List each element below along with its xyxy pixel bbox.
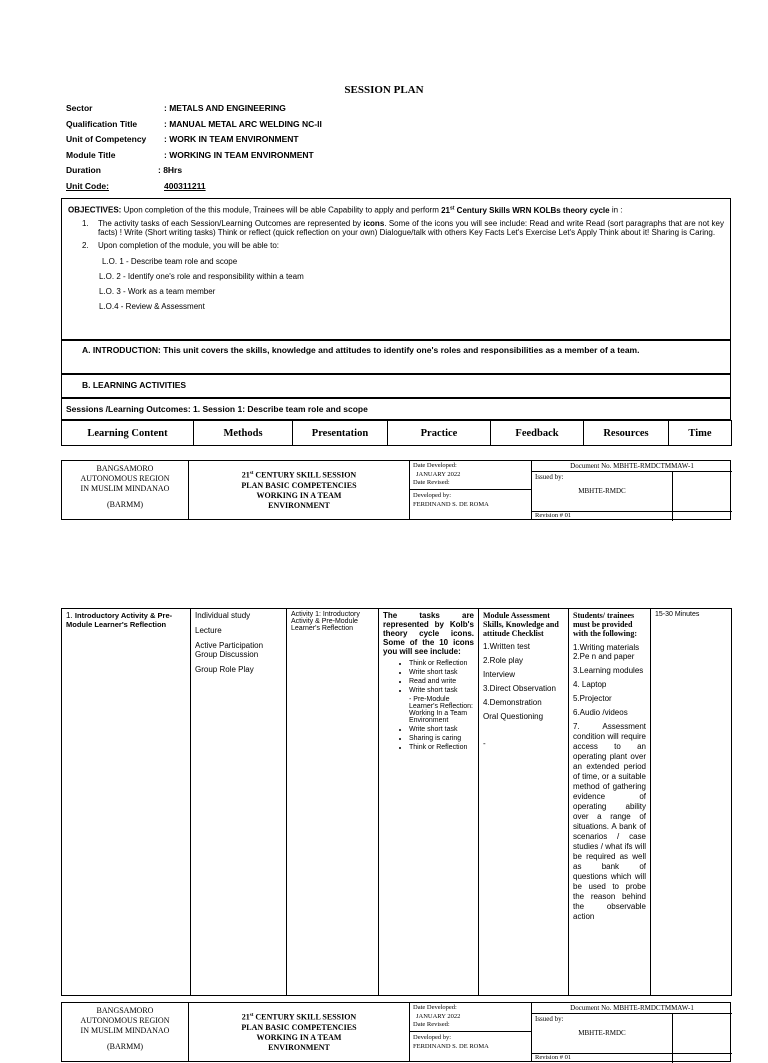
practice-item: • Sharing is caring: [409, 735, 474, 742]
practice-sub: - Pre-Module Learner's Reflection: Working In a Team Environment: [409, 696, 473, 724]
cell-presentation: Activity 1: Introductory Activity & Pre-Module Learner's Reflection: [287, 609, 379, 996]
feedback-item: 2.Role play: [483, 656, 524, 665]
sector-label: Sector: [66, 103, 93, 113]
resource-item: 6.Audio /videos: [573, 708, 628, 717]
module-label: Module Title: [66, 149, 116, 160]
cell-feedback: [479, 609, 569, 996]
feedback-item: 3.Direct Observation: [483, 684, 556, 693]
resource-item: 4. Laptop: [573, 680, 607, 689]
cell-practice: [379, 609, 479, 996]
page-title: SESSION PLAN: [344, 84, 424, 96]
lo-4: L.O.4 - Review & Assessment: [99, 301, 205, 311]
col-presentation: Presentation: [293, 421, 388, 446]
lo-3: L.O. 3 - Work as a team member: [99, 286, 216, 296]
objectives-intro: OBJECTIVES: Upon completion of the this module, Trainees will be able Capability to apply and perform 21st Century Skills WRN KOLBs theory cycle in :: [68, 205, 623, 215]
footer-block-2: [61, 1002, 731, 1062]
resources-title: Students/ trainees must be provided with the following:: [573, 611, 637, 638]
method-item: Individual study: [195, 611, 251, 620]
practice-item: • Write short task: [409, 669, 474, 676]
col-methods: Methods: [194, 421, 293, 446]
feedback-item: 4.Demonstration: [483, 698, 542, 707]
unit-value: : WORK IN TEAM ENVIRONMENT: [164, 134, 299, 144]
resource-item: 2.Pe n and paper: [573, 652, 635, 661]
feedback-item: Oral Questioning: [483, 712, 544, 721]
cell-learning-content: 1. Introductory Activity & Pre-Module Learner's Reflection: [62, 609, 191, 996]
qualification-label: Qualification Title: [66, 118, 138, 129]
col-time: Time: [669, 421, 732, 446]
cell-methods: [191, 609, 287, 996]
unit-code-label: Unit Code:: [66, 180, 109, 191]
footer-organization: BANGSAMORO AUTONOMOUS REGION IN MUSLIM MINDANAO (BARMM): [62, 461, 189, 519]
resources-note: 7. Assessment condition will require access to an operating plant over an extended period of time, or a suitable method of gathering evidence of operating ability over a range of situations. A bank of scenarios / case studies / what ifs will be required as well as bank of questions which will be used to probe the reason behind the observable action: [573, 722, 646, 921]
practice-intro: The tasks are represented by Kolb's theory cycle icons. Some of the 10 icons you will see include:: [383, 611, 474, 656]
method-item: Lecture: [195, 626, 222, 635]
module-value: : WORKING IN TEAM ENVIRONMENT: [164, 149, 314, 160]
feedback-item: -: [483, 739, 486, 748]
session-row: [61, 608, 732, 996]
resource-item: 1.Writing materials: [573, 643, 640, 652]
footer-plan-title: 21st CENTURY SKILL SESSION PLAN BASIC COMPETENCIES WORKING IN A TEAM ENVIRONMENT: [189, 1003, 410, 1061]
col-practice: Practice: [388, 421, 491, 446]
unit-code-value: 400311211: [164, 180, 206, 191]
practice-item: • Think or Reflection: [409, 744, 474, 751]
objectives-box: [61, 198, 731, 340]
footer-document: Document No. MBHTE-RMDCTMMAW-1 Issued by: MBHTE-RMDC Revision # 01: [532, 1003, 732, 1061]
feedback-title: Module Assessment Skills, Knowledge and attitude Checklist: [483, 611, 559, 638]
lo-1: L.O. 1 - Describe team role and scope: [102, 256, 238, 266]
method-item: Group Role Play: [195, 665, 254, 674]
duration-label: Duration: [66, 165, 101, 175]
footer-block: [61, 460, 731, 520]
sessions-line: Sessions /Learning Outcomes: 1. Session 1: Describe team role and scope: [61, 398, 731, 420]
footer-document: Document No. MBHTE-RMDCTMMAW-1 Issued by: MBHTE-RMDC Revision # 01: [532, 461, 732, 519]
footer-organization: BANGSAMORO AUTONOMOUS REGION IN MUSLIM MINDANAO (BARMM): [62, 1003, 189, 1061]
practice-item: • Write short task: [409, 726, 474, 733]
sector-value: : METALS AND ENGINEERING: [164, 103, 286, 113]
resource-item: 5.Projector: [573, 694, 612, 703]
method-item: Active Participation Group Discussion: [195, 641, 264, 659]
feedback-item: Interview: [483, 670, 516, 679]
practice-item: • Think or Reflection: [409, 660, 474, 667]
columns-header: [61, 420, 732, 446]
resource-item: 3.Learning modules: [573, 666, 644, 675]
qualification-value: : MANUAL METAL ARC WELDING NC-II: [164, 118, 322, 129]
introduction-section: A. INTRODUCTION: This unit covers the skills, knowledge and attitudes to identify one's roles and responsibilities as a member of a team.: [61, 340, 731, 374]
col-learning-content: Learning Content: [62, 421, 194, 446]
lo-2: L.O. 2 - Identify one's role and responsibility within a team: [99, 271, 304, 281]
header-info: [66, 100, 322, 193]
footer-plan-title: 21st CENTURY SKILL SESSION PLAN BASIC COMPETENCIES WORKING IN A TEAM ENVIRONMENT: [189, 461, 410, 519]
col-feedback: Feedback: [491, 421, 584, 446]
practice-item: • Read and write: [409, 678, 474, 685]
cell-resources: [569, 609, 651, 996]
practice-item: • Write short task: [409, 687, 474, 694]
cell-time: 15-30 Minutes: [651, 609, 732, 996]
footer-dates: Date Developed: JANUARY 2022 Date Revised: Developed by: FERDINAND S. DE ROMA: [410, 461, 532, 519]
duration-value: : 8Hrs: [158, 165, 183, 175]
learning-activities-heading: B. LEARNING ACTIVITIES: [61, 374, 731, 398]
feedback-item: 1.Written test: [483, 642, 530, 651]
unit-label: Unit of Competency: [66, 134, 147, 144]
footer-dates: Date Developed: JANUARY 2022 Date Revised: Developed by: FERDINAND S. DE ROMA: [410, 1003, 532, 1061]
objective-item-1: 1. The activity tasks of each Session/Learning Outcomes are represented by icons. Some of the icons you will see include: Read and write Read (sort paragraphs that are not key facts) ! Write (Short writing tasks) Think or reflect (quick reflection on your own) Dialogue/talk with others Key Facts Let's Exercise Let's Apply Think about it! Sharing is Caring.: [82, 218, 725, 237]
col-resources: Resources: [584, 421, 669, 446]
objective-item-2: 2. Upon completion of the module, you will be able to:: [82, 240, 279, 250]
